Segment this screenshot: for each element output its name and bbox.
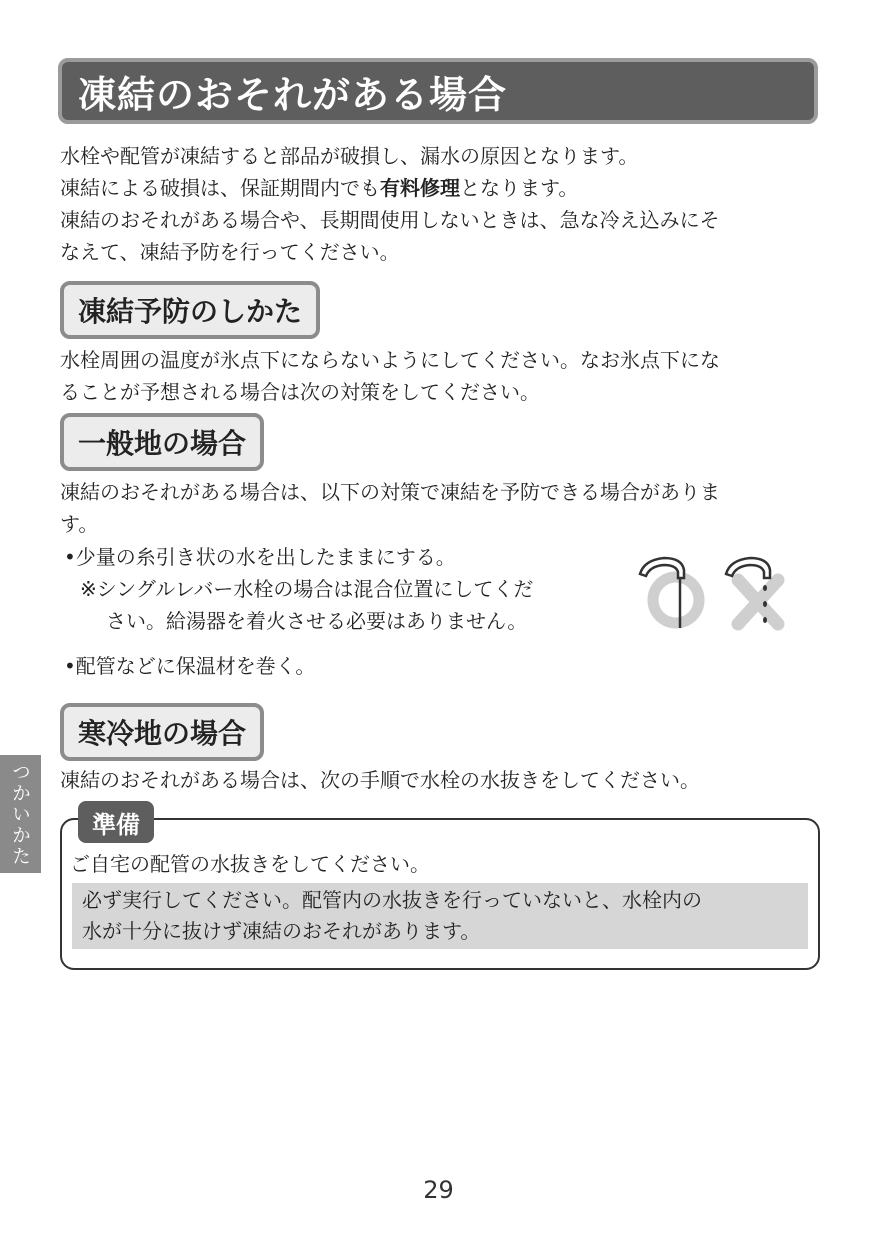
prep-warning-line-1: 必ず実行してください。配管内の水抜きを行っていないと、水栓内の <box>82 888 702 912</box>
cold-region-line-1: 凍結のおそれがある場合は、次の手順で水栓の水抜きをしてください。 <box>60 768 700 792</box>
note-single-lever-1: ※シングルレバー水栓の場合は混合位置にしてくだ <box>80 577 534 601</box>
intro-line-4: なえて、凍結予防を行ってください。 <box>60 240 400 264</box>
bullet-insulation: •配管などに保温材を巻く。 <box>64 654 316 678</box>
prep-text: ご自宅の配管の水抜きをしてください。 <box>70 852 430 876</box>
page-number: 29 <box>423 1176 454 1204</box>
general-line-1: 凍結のおそれがある場合は、以下の対策で凍結を予防できる場合がありま <box>60 480 720 504</box>
prevention-heading: 凍結予防のしかた <box>60 281 320 339</box>
page-title <box>58 58 818 124</box>
page-title-text: 凍結のおそれがある場合 <box>78 72 508 117</box>
prep-warning <box>72 883 808 949</box>
intro-line-1: 水栓や配管が凍結すると部品が破損し、漏水の原因となります。 <box>60 144 639 168</box>
cold-region-heading: 寒冷地の場合 <box>60 703 264 761</box>
paid-repair-emphasis: 有料修理 <box>380 176 460 200</box>
intro-line-3: 凍結のおそれがある場合や、長期間使用しないときは、急な冷え込みにそ <box>60 208 720 232</box>
bullet-thin-stream: •少量の糸引き状の水を出したままにする。 <box>64 545 456 569</box>
prep-warning-line-2: 水が十分に抜けず凍結のおそれがあります。 <box>82 919 481 943</box>
prevention-line-1: 水栓周囲の温度が氷点下にならないようにしてください。なお氷点下にな <box>60 348 720 372</box>
note-single-lever-2: さい。給湯器を着火させる必要はありません。 <box>106 609 528 633</box>
general-line-2: す。 <box>60 512 99 536</box>
general-heading: 一般地の場合 <box>60 413 264 471</box>
intro-line-2-post: となります。 <box>460 176 579 200</box>
faucet-dripping-ng-icon <box>726 558 778 624</box>
faucet-illustration <box>634 552 794 634</box>
prevention-line-2: ることが予想される場合は次の対策をしてください。 <box>60 380 540 404</box>
intro-line-2-pre: 凍結による破損は、保証期間内でも <box>60 176 380 200</box>
side-tab-usage: つかいかた <box>0 755 41 873</box>
prep-label: 準備 <box>78 801 154 843</box>
intro-line-2 <box>60 172 578 204</box>
faucet-thin-stream-ok-icon <box>640 558 699 628</box>
